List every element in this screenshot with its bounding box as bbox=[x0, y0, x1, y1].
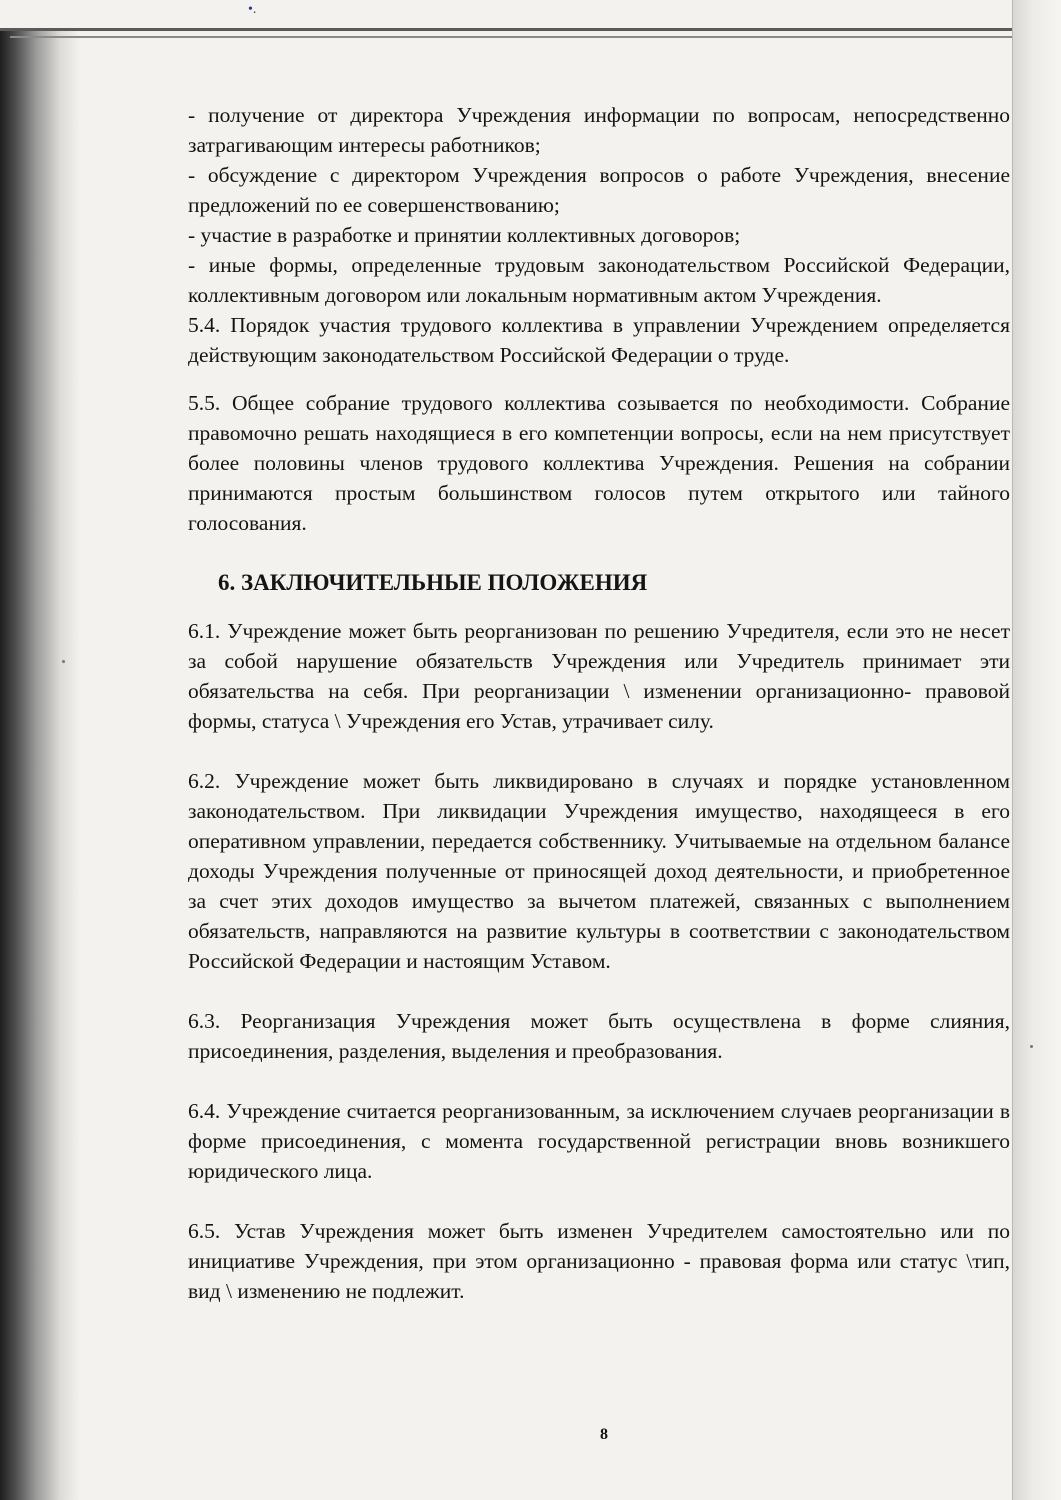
paragraph-6-1: 6.1. Учреждение может быть реорганизован по решению Учредителя, если это не несет за собой нарушение обязательств Учреждения или Учредитель принимает эти обязательства на себя. При реорганизации \ изменении организационно- правовой формы, статуса \ Учреждения его Устав, утрачивает силу. bbox=[188, 619, 1010, 733]
scan-speck bbox=[1030, 1045, 1033, 1048]
scan-top-edge bbox=[0, 28, 1015, 31]
bullet-item: - получение от директора Учреждения информации по вопросам, непосредственно затрагивающим интересы работников; bbox=[188, 103, 1010, 157]
scan-right-edge bbox=[1012, 0, 1061, 1500]
bullet-item: - иные формы, определенные трудовым законодательством Российской Федерации, коллективным договором или локальным нормативным актом Учреждения. bbox=[188, 253, 1010, 307]
scan-left-shadow bbox=[0, 30, 80, 1500]
page-number: 8 bbox=[600, 1426, 608, 1443]
paragraph-6-3: 6.3. Реорганизация Учреждения может быть осуществлена в форме слияния, присоединения, разделения, выделения и преобразования. bbox=[188, 1009, 1010, 1063]
bullet-item: - обсуждение с директором Учреждения вопросов о работе Учреждения, внесение предложений по ее совершенствованию; bbox=[188, 163, 1010, 217]
paragraph-6-4: 6.4. Учреждение считается реорганизованным, за исключением случаев реорганизации в форме присоединения, с момента государственной регистрации вновь возникшего юридического лица. bbox=[188, 1099, 1010, 1183]
ink-mark: •. bbox=[248, 2, 257, 17]
section-heading: 6. ЗАКЛЮЧИТЕЛЬНЫЕ ПОЛОЖЕНИЯ bbox=[218, 570, 648, 595]
bullet-item: - участие в разработке и принятии коллективных договоров; bbox=[188, 223, 741, 247]
paragraph-6-2: 6.2. Учреждение может быть ликвидировано в случаях и порядке установленном законодательством. При ликвидации Учреждения имущество, находящееся в его оперативном управлении, передается собственнику. Учитываемые на отдельном балансе доходы Учреждения полученные от приносящей доход деятельности, и приобретенное за счет этих доходов имущество за вычетом платежей, связанных с выполнением обязательств, направляются на развитие культуры в соответствии с законодательством Российской Федерации и настоящим Уставом. bbox=[188, 769, 1010, 973]
document-body bbox=[188, 100, 1010, 1306]
paragraph-6-5: 6.5. Устав Учреждения может быть изменен Учредителем самостоятельно или по инициативе Учреждения, при этом организационно - правовая форма или статус \тип, вид \ изменению не подлежит. bbox=[188, 1219, 1010, 1303]
scan-speck bbox=[62, 660, 65, 663]
paragraph-5-4: 5.4. Порядок участия трудового коллектива в управлении Учреждением определяется действующим законодательством Российской Федерации о труде. bbox=[188, 313, 1010, 367]
paragraph-5-5: 5.5. Общее собрание трудового коллектива созывается по необходимости. Собрание правомочно решать находящиеся в его компетенции вопросы, если на нем присутствует более половины членов трудового коллектива Учреждения. Решения на собрании принимаются простым большинством голосов путем открытого или тайного голосования. bbox=[188, 391, 1010, 535]
scan-top-edge-inner bbox=[10, 36, 1015, 38]
